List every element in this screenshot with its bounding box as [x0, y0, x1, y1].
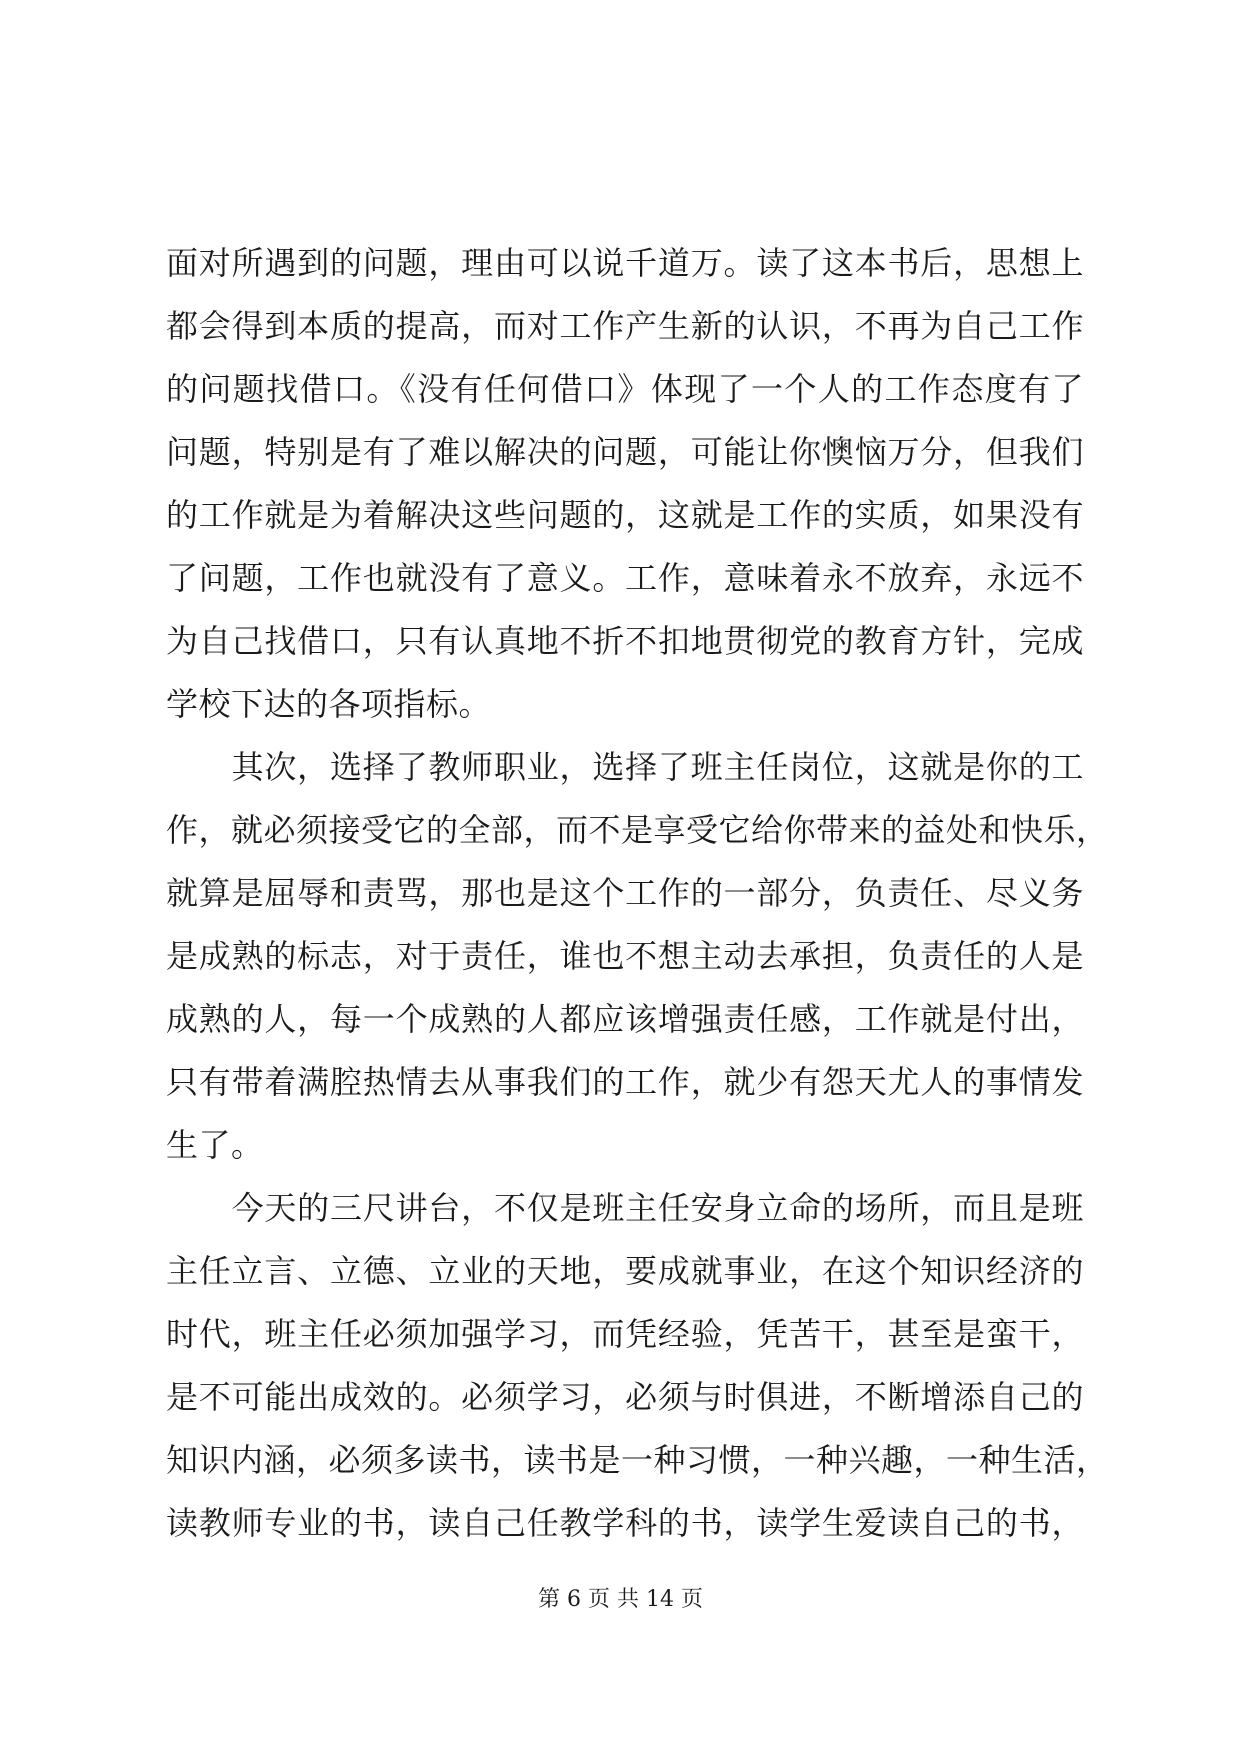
paragraph-2	[166, 736, 1109, 1177]
text-line: 的问题找借口。《没有任何借口》体现了一个人的工作态度有了	[166, 370, 1084, 408]
text-line: 为自己找借口，只有认真地不折不扣地贯彻党的教育方针，完成	[166, 622, 1084, 660]
text-line: 作，就必须接受它的全部，而不是享受它给你带来的益处和快乐，	[166, 811, 1109, 849]
text-line: 就算是屈辱和责骂，那也是这个工作的一部分，负责任、尽义务	[166, 874, 1084, 912]
text-line: 了问题，工作也就没有了意义。工作，意味着永不放弃，永远不	[166, 559, 1084, 597]
text-line: 主任立言、立德、立业的天地，要成就事业，在这个知识经济的	[166, 1252, 1084, 1290]
text-line: 学校下达的各项指标。	[166, 685, 492, 723]
text-line: 今天的三尺讲台，不仅是班主任安身立命的场所，而且是班	[166, 1189, 1084, 1227]
paragraph-1	[166, 232, 1084, 736]
text-line: 是不可能出成效的。必须学习，必须与时俱进，不断增添自己的	[166, 1378, 1084, 1416]
text-line: 是成熟的标志，对于责任，谁也不想主动去承担，负责任的人是	[166, 937, 1084, 975]
text-line: 只有带着满腔热情去从事我们的工作，就少有怨天尤人的事情发	[166, 1063, 1084, 1101]
text-line: 其次，选择了教师职业，选择了班主任岗位，这就是你的工	[166, 748, 1084, 786]
text-line: 读教师专业的书，读自己任教学科的书，读学生爱读自己的书，	[166, 1504, 1084, 1542]
paragraph-3	[166, 1177, 1109, 1555]
text-line: 成熟的人，每一个成熟的人都应该增强责任感，工作就是付出，	[166, 1000, 1084, 1038]
body-text	[166, 232, 1109, 1555]
text-line: 的工作就是为着解决这些问题的，这就是工作的实质，如果没有	[166, 496, 1084, 534]
text-line: 都会得到本质的提高，而对工作产生新的认识，不再为自己工作	[166, 307, 1084, 345]
text-line: 时代，班主任必须加强学习，而凭经验，凭苦干，甚至是蛮干，	[166, 1315, 1084, 1353]
text-line: 知识内涵，必须多读书，读书是一种习惯，一种兴趣，一种生活，	[166, 1441, 1109, 1479]
text-line: 问题，特别是有了难以解决的问题，可能让你懊恼万分，但我们	[166, 433, 1084, 471]
page-footer: 第 6 页 共 14 页	[538, 1587, 703, 1612]
text-line: 生了。	[166, 1126, 264, 1164]
text-line: 面对所遇到的问题，理由可以说千道万。读了这本书后，思想上	[166, 244, 1084, 282]
